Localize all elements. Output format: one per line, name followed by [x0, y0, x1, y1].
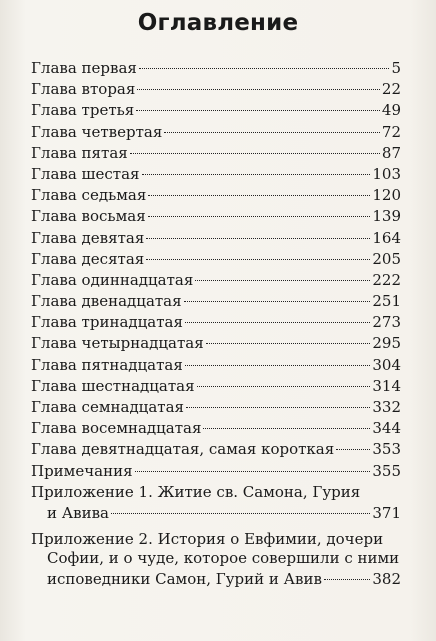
- toc-entry-page: 139: [372, 207, 401, 226]
- toc-entry-label: Глава вторая: [31, 80, 136, 99]
- dot-leader: [111, 498, 370, 514]
- toc-entry: [31, 460, 401, 481]
- toc-entry-page: 72: [381, 122, 401, 141]
- toc-entry-page: 355: [372, 461, 401, 480]
- toc-entry-label: Глава четвертая: [31, 122, 163, 141]
- page-title: Оглавление: [137, 10, 299, 36]
- toc-entry-label: Глава двенадцатая: [31, 292, 182, 311]
- toc-appendix-1: [31, 483, 401, 523]
- toc-entry-label: Глава шестая: [31, 164, 140, 183]
- toc-entry-page: 353: [372, 440, 401, 459]
- toc-entry-label: Глава первая: [31, 59, 137, 77]
- toc-entry-page: 273: [372, 313, 401, 332]
- dot-leader: [135, 456, 371, 472]
- toc-entry-label: Глава восьмая: [31, 207, 146, 226]
- toc-entry-label: Примечания: [31, 461, 133, 480]
- appendix-1-last-line: [31, 502, 401, 523]
- dot-leader: [130, 138, 380, 154]
- toc-entry-page: 304: [372, 355, 401, 374]
- toc-entry-label: Глава девятнадцатая, самая короткая: [31, 440, 335, 459]
- toc-entry-page: 344: [372, 419, 401, 438]
- appendix-1-line-1: Приложение 1. Житие св. Самона, Гурия: [31, 482, 361, 501]
- toc-entry-label: Глава четырнадцатая: [31, 334, 204, 353]
- appendix-2-page: 382: [372, 569, 401, 588]
- dot-leader: [185, 307, 370, 323]
- toc-entry-page: 251: [372, 292, 401, 311]
- toc-entry-page: 205: [372, 249, 401, 268]
- toc-appendix-2: [31, 530, 401, 589]
- dot-leader: [186, 392, 370, 408]
- toc-entry-page: 164: [372, 228, 401, 247]
- toc-entry-label: Глава седьмая: [31, 186, 147, 205]
- dot-leader: [336, 434, 370, 450]
- toc-entry-page: 332: [372, 398, 401, 416]
- dot-leader: [146, 223, 370, 239]
- appendix-2-line-2: Софии, и о чуде, которое совершили с ними: [47, 548, 400, 567]
- dot-leader: [184, 286, 371, 302]
- table-of-contents: [31, 57, 401, 589]
- toc-entry-label: Глава девятая: [31, 228, 145, 247]
- toc-entry-page: 222: [372, 270, 401, 289]
- toc-entry-page: 295: [372, 334, 401, 353]
- toc-entry-page: 103: [372, 164, 401, 183]
- toc-entry-page: 5: [391, 59, 401, 77]
- toc-entry-label: Глава пятнадцатая: [31, 355, 183, 374]
- toc-entry-label: Глава десятая: [31, 249, 145, 268]
- toc-entry-label: Глава семнадцатая: [31, 398, 184, 416]
- toc-entry-page: 49: [381, 101, 401, 120]
- toc-entry-page: 22: [381, 80, 401, 99]
- dot-leader: [195, 265, 370, 281]
- dot-leader: [142, 159, 371, 175]
- toc-entry-page: 87: [381, 143, 401, 162]
- dot-leader: [146, 244, 370, 260]
- dot-leader: [148, 180, 370, 196]
- appendix-2-line-3: исповедники Самон, Гурий и Авив: [47, 569, 322, 588]
- dot-leader: [206, 328, 371, 344]
- toc-entry-page: 314: [372, 376, 401, 395]
- toc-entry-label: Глава одиннадцатая: [31, 270, 194, 289]
- dot-leader: [203, 413, 370, 429]
- dot-leader: [136, 95, 380, 111]
- toc-entry-label: Глава восемнадцатая: [31, 419, 202, 438]
- dot-leader: [164, 117, 380, 133]
- appendix-1-line-2: и Авива: [47, 503, 109, 522]
- appendix-2-last-line: [31, 568, 401, 589]
- toc-entry-label: Глава шестнадцатая: [31, 376, 195, 395]
- dot-leader: [137, 74, 380, 90]
- toc-entry-label: Глава тринадцатая: [31, 313, 183, 332]
- dot-leader: [139, 53, 390, 69]
- appendix-1-page: 371: [372, 503, 401, 522]
- appendix-2-line-1: Приложение 2. История о Евфимии, дочери: [31, 529, 384, 548]
- toc-entry-label: Глава пятая: [31, 143, 128, 162]
- dot-leader: [197, 371, 371, 387]
- toc-entry-label: Глава третья: [31, 101, 135, 120]
- dot-leader: [324, 564, 370, 580]
- dot-leader: [185, 350, 371, 366]
- toc-entry-page: 120: [372, 186, 401, 205]
- dot-leader: [148, 201, 371, 217]
